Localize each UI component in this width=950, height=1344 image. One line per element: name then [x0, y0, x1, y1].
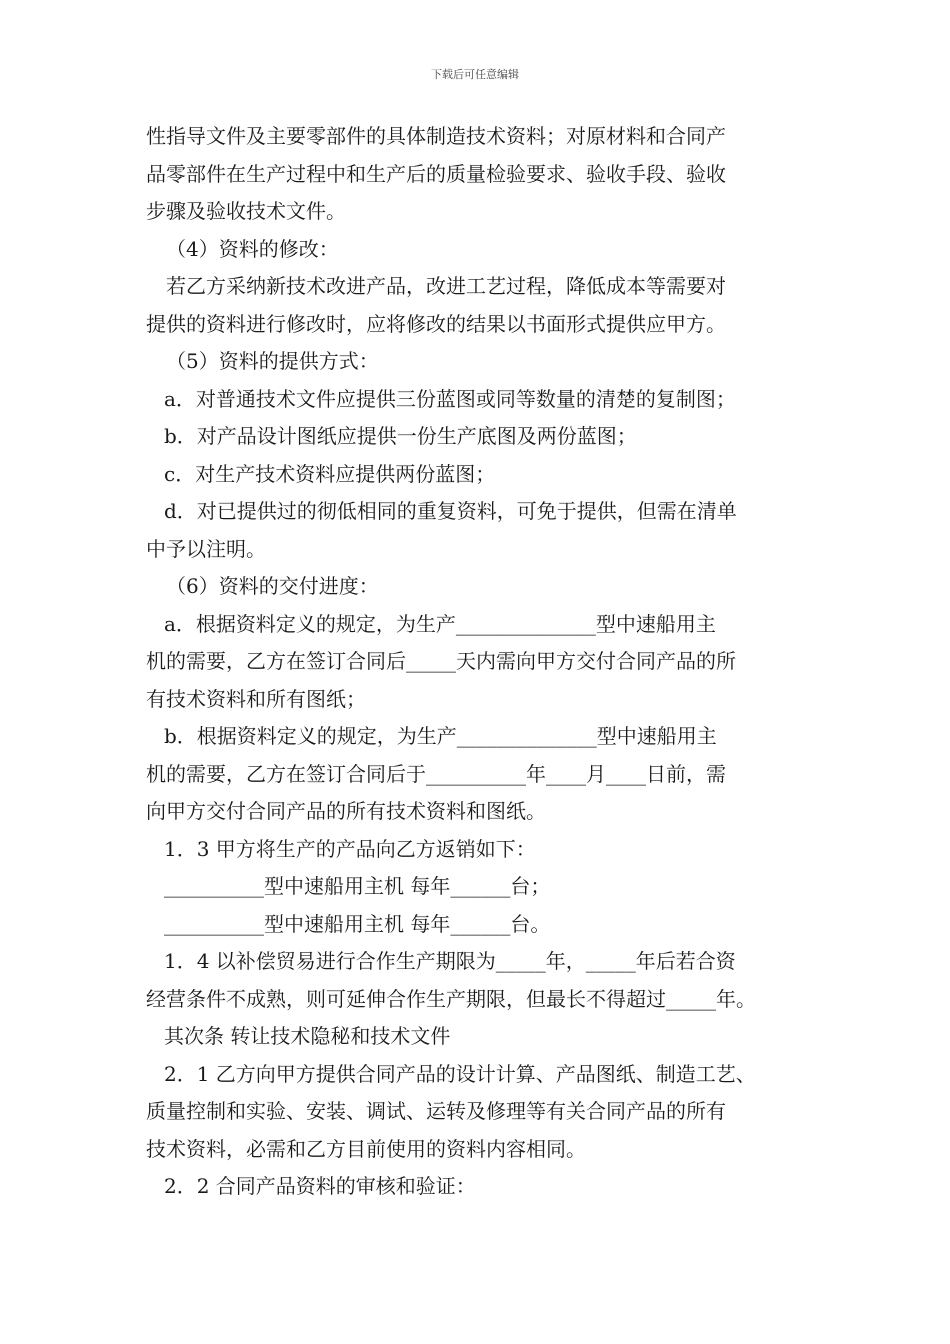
- clause-line: 2．1 乙方向甲方提供合同产品的设计计算、产品图纸、制造工艺、: [164, 1061, 756, 1086]
- blank-line: __________型中速船用主机 每年______台；: [164, 874, 551, 898]
- document-body: [146, 118, 826, 1206]
- list-item: c．对生产技术资料应提供两份蓝图；: [164, 461, 496, 486]
- list-item: b．根据资料定义的规定，为生产______________型中速船用主: [164, 724, 717, 748]
- clause-line: 2．2 合同产品资料的审核和验证：: [164, 1174, 476, 1198]
- page-header: 下载后可任意编辑: [431, 68, 519, 81]
- list-item: d．对已提供过的彻低相同的重复资料，可免于提供，但需在清单: [164, 499, 737, 523]
- text-line: 中予以注明。: [146, 536, 266, 561]
- text-line: 提供的资料进行修改时，应将修改的结果以书面形式提供应甲方。: [146, 311, 726, 336]
- text-line: 经营条件不成熟，则可延伸合作生产期限，但最长不得超过_____年。: [146, 986, 756, 1011]
- list-item: b．对产品设计图纸应提供一份生产底图及两份蓝图；: [164, 424, 637, 448]
- article-heading: 其次条 转让技术隐秘和技术文件: [164, 1024, 451, 1048]
- text-line: 步骤及验收技术文件。: [146, 199, 346, 223]
- list-item: a．根据资料定义的规定，为生产______________型中速船用主: [164, 611, 716, 636]
- text-line: 技术资料，必需和乙方目前使用的资料内容相同。: [146, 1136, 586, 1161]
- text-line: 向甲方交付合同产品的所有技术资料和图纸。: [146, 799, 546, 823]
- text-line: 若乙方采纳新技术改进产品，改进工艺过程，降低成本等需要对: [166, 274, 726, 298]
- text-line: 机的需要，乙方在签订合同后于__________年____月____日前，需: [146, 761, 726, 786]
- section-heading: （5）资料的提供方式：: [166, 349, 379, 373]
- clause-line: 1．3 甲方将生产的产品向乙方返销如下：: [164, 836, 536, 861]
- section-heading: （4）资料的修改：: [166, 236, 339, 261]
- section-heading: （6）资料的交付进度：: [166, 574, 379, 598]
- text-line: 品零部件在生产过程中和生产后的质量检验要求、验收手段、验收: [146, 161, 726, 186]
- clause-line: 1．4 以补偿贸易进行合作生产期限为_____年，_____年后若合资: [164, 949, 736, 973]
- text-line: 机的需要，乙方在签订合同后_____天内需向甲方交付合同产品的所: [146, 649, 736, 673]
- blank-line: __________型中速船用主机 每年______台。: [164, 911, 551, 936]
- text-line: 有技术资料和所有图纸；: [146, 686, 366, 711]
- text-line: 质量控制和实验、安装、调试、运转及修理等有关合同产品的所有: [146, 1099, 726, 1123]
- text-line: 性指导文件及主要零部件的具体制造技术资料；对原材料和合同产: [146, 124, 726, 148]
- list-item: a．对普通技术文件应提供三份蓝图或同等数量的清楚的复制图；: [164, 386, 736, 411]
